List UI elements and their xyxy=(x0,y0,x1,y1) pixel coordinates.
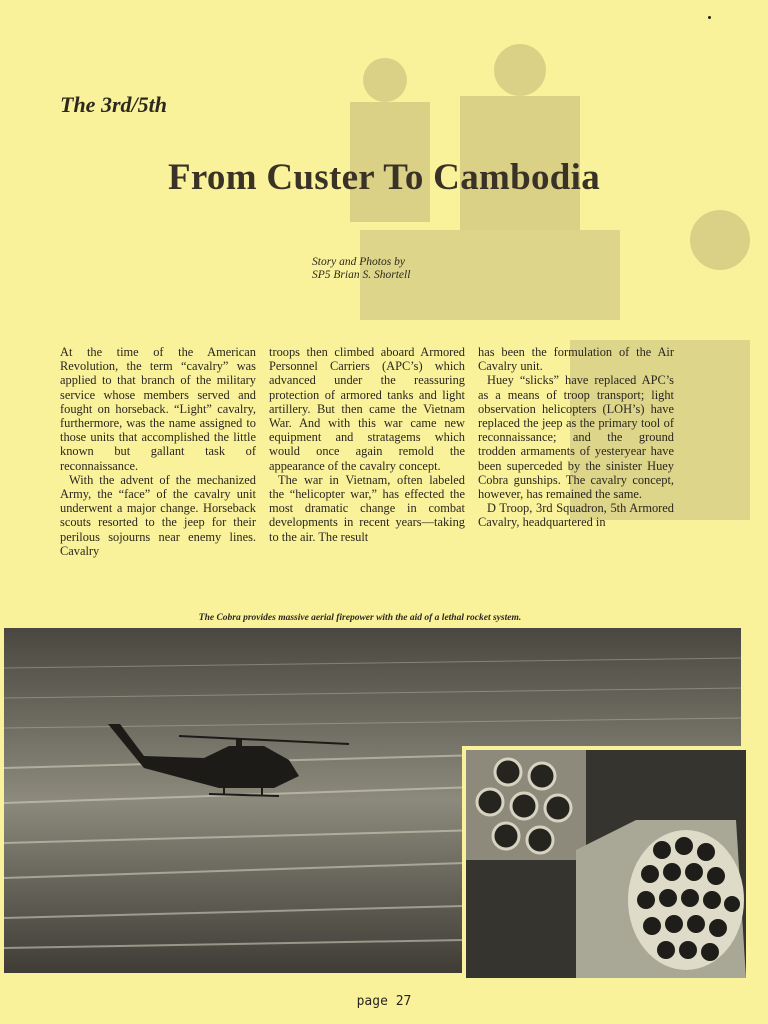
article-headline: From Custer To Cambodia xyxy=(167,157,601,198)
article-column-2 xyxy=(269,345,465,544)
byline xyxy=(312,256,410,282)
byline-credit: Story and Photos by xyxy=(312,256,405,268)
byline-author: SP5 Brian S. Shortell xyxy=(312,269,411,281)
paragraph: Huey “slicks” have replaced APC’s as a means of troop transport; light observation helicopters (LOH’s) have replaced the jeep as the primary tool of reconnaissance; and the ground trodden armaments of yesteryear have been superceded by the sinister Huey Cobra gunships. The cavalry concept, however, has remained the same. xyxy=(478,373,674,502)
rocket-pod-inset-photo xyxy=(462,746,746,978)
paragraph: The war in Vietnam, often labeled the “helicopter war,” has effected the most dramatic change in combat developments in recent years—taking to the air. The result xyxy=(269,472,465,544)
paragraph: has been the formulation of the Air Cavalry unit. xyxy=(478,345,674,374)
paragraph: At the time of the American Revolution, the term “cavalry” was applied to that branch of the military service whose members served and fought on horseback. “Light” cavalry, furthermore, was the name assigned to those units that accomplished the little known but gallant task of reconnaissance. xyxy=(60,345,256,473)
paragraph: With the advent of the mechanized Army, the “face” of the cavalry unit underwent a major change. Horseback scouts resorted to the jeep for their perilous sojourns near enemy lines. Cavalry xyxy=(60,472,256,558)
paragraph: D Troop, 3rd Squadron, 5th Armored Cavalry, headquartered in xyxy=(478,501,674,530)
inset-art xyxy=(466,750,746,978)
paragraph: troops then climbed aboard Armored Personnel Carriers (APC’s) which advanced under the reassuring protection of armored tanks and light artillery. But then came the Vietnam War. And with this war came new equipment and stratagems which would once again remold the appearance of the cavalry concept. xyxy=(269,345,465,473)
section-label: The 3rd/5th xyxy=(60,92,167,117)
ink-speck xyxy=(708,16,711,19)
article-column-1 xyxy=(60,345,256,558)
photo-caption: The Cobra provides massive aerial firepower with the aid of a lethal rocket system. xyxy=(198,613,522,623)
page-number: page 27 xyxy=(356,994,412,1009)
article-column-3 xyxy=(478,345,674,530)
